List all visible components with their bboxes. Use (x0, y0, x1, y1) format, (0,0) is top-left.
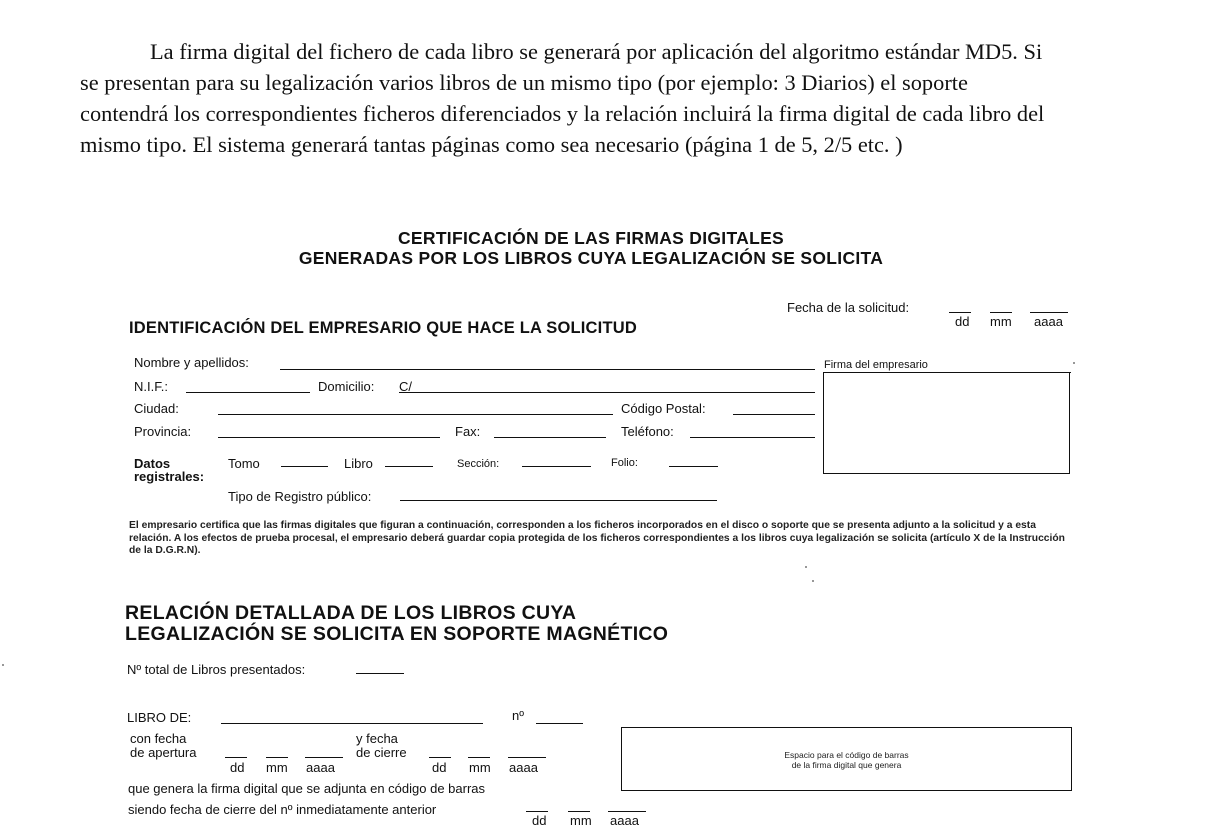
previous-close-aaaa-unit: aaaa (610, 813, 639, 828)
address-value: C/ (399, 379, 412, 394)
opening-label-line1: con fecha (130, 731, 187, 746)
detail-heading-line1: RELACIÓN DETALLADA DE LOS LIBROS CUYA (125, 602, 577, 624)
closing-label-line2: de cierre (356, 745, 407, 760)
city-label: Ciudad: (134, 401, 179, 416)
request-date-dd-unit: dd (955, 314, 970, 329)
phone-label: Teléfono: (621, 424, 674, 439)
detail-heading-line2: LEGALIZACIÓN SE SOLICITA EN SOPORTE MAGNÉTICO (125, 623, 669, 645)
request-date-dd-field[interactable] (949, 312, 971, 313)
nif-label: N.I.F.: (134, 379, 168, 394)
request-date-aaaa-field[interactable] (1030, 312, 1068, 313)
libro-field[interactable] (385, 466, 433, 467)
closing-label-line1: y fecha (356, 731, 398, 746)
closing-date-mm-field[interactable] (468, 757, 490, 758)
name-field[interactable] (280, 369, 815, 370)
form-title-line1: CERTIFICACIÓN DE LAS FIRMAS DIGITALES (397, 228, 785, 248)
intro-paragraph: La firma digital del fichero de cada libro se generará por aplicación del algoritmo estándar MD5. Si se presentan para su legalización varios libros de un mismo tipo (por ejemplo: 3 Diarios) el soporte contendrá los correspondientes ficheros diferenciados y la relación incluirá la firma digital de cada libro del mismo tipo. El sistema generará tantas páginas como sea necesario (página 1 de 5, 2/5 etc. ) (80, 39, 1045, 157)
phone-field[interactable] (690, 437, 815, 438)
barcode-box[interactable] (621, 727, 1072, 791)
signature-label: Firma del empresario (824, 359, 928, 371)
signature-box[interactable] (823, 372, 1070, 474)
closing-date-dd-field[interactable] (429, 757, 451, 758)
province-field[interactable] (218, 437, 440, 438)
registry-type-field[interactable] (400, 500, 717, 501)
previous-close-text: siendo fecha de cierre del nº inmediatamente anterior (128, 802, 437, 817)
registry-label-line1: Datos (134, 456, 171, 471)
folio-label: Folio: (611, 457, 638, 469)
previous-close-mm-field[interactable] (568, 811, 590, 812)
form-title-line2: GENERADAS POR LOS LIBROS CUYA LEGALIZACIÓN SE SOLICITA (298, 248, 884, 268)
address-label: Domicilio: (318, 379, 375, 394)
libro-label: Libro (344, 456, 373, 471)
closing-date-aaaa-unit: aaaa (509, 760, 538, 775)
opening-date-dd-unit: dd (230, 760, 245, 775)
registry-label-line2: registrales: (134, 469, 205, 484)
closing-date-mm-unit: mm (469, 760, 491, 775)
tomo-field[interactable] (281, 466, 328, 467)
scan-speck (805, 566, 807, 568)
scan-speck (812, 580, 814, 582)
certification-text: El empresario certifica que las firmas digitales que figuran a continuación, corresponden a los ficheros incorporados en el disco o soporte que se presenta adjunto a la solicitud y a esta relación. A los efectos de prueba procesal, el empresario deberá guardar copia protegida de los ficheros correspondientes a los libros cuya legalización se solicita (artículo X de la Instrucción de la D.G.R.N). (129, 520, 1065, 556)
postal-code-label: Código Postal: (621, 401, 706, 416)
opening-date-mm-unit: mm (266, 760, 288, 775)
barcode-box-label-line2: de la firma digital que genera (791, 760, 902, 770)
identification-heading: IDENTIFICACIÓN DEL EMPRESARIO QUE HACE LA SOLICITUD (129, 319, 637, 337)
postal-code-field[interactable] (733, 414, 815, 415)
book-of-label: LIBRO DE: (127, 710, 192, 725)
opening-date-dd-field[interactable] (225, 757, 247, 758)
closing-date-aaaa-field[interactable] (508, 757, 546, 758)
total-books-label: Nº total de Libros presentados: (127, 662, 306, 677)
signature-generated-text: que genera la firma digital que se adjunta en código de barras (128, 781, 486, 796)
name-label: Nombre y apellidos: (134, 355, 249, 370)
fax-field[interactable] (494, 437, 606, 438)
previous-close-mm-unit: mm (570, 813, 592, 828)
fax-label: Fax: (455, 424, 481, 439)
book-of-field[interactable] (221, 723, 483, 724)
opening-date-aaaa-field[interactable] (305, 757, 343, 758)
registry-type-label: Tipo de Registro público: (228, 489, 372, 504)
total-books-field[interactable] (356, 673, 404, 674)
opening-label-line2: de apertura (130, 745, 197, 760)
seccion-field[interactable] (522, 466, 591, 467)
scan-speck (1073, 362, 1075, 364)
request-date-aaaa-unit: aaaa (1034, 314, 1063, 329)
book-number-field[interactable] (536, 723, 583, 724)
book-number-label: nº (512, 708, 524, 723)
request-date-mm-field[interactable] (990, 312, 1012, 313)
tomo-label: Tomo (228, 456, 260, 471)
closing-date-dd-unit: dd (432, 760, 447, 775)
opening-date-mm-field[interactable] (266, 757, 288, 758)
barcode-box-label-line1: Espacio para el código de barras (784, 750, 909, 760)
nif-field[interactable] (186, 392, 310, 393)
address-field[interactable] (399, 392, 815, 393)
request-date-mm-unit: mm (990, 314, 1012, 329)
previous-close-dd-field[interactable] (526, 811, 548, 812)
city-field[interactable] (218, 414, 613, 415)
request-date-label: Fecha de la solicitud: (787, 300, 910, 315)
previous-close-aaaa-field[interactable] (608, 811, 646, 812)
province-label: Provincia: (134, 424, 192, 439)
folio-field[interactable] (669, 466, 718, 467)
scan-speck (2, 664, 4, 666)
previous-close-dd-unit: dd (532, 813, 547, 828)
opening-date-aaaa-unit: aaaa (306, 760, 335, 775)
seccion-label: Sección: (457, 458, 500, 470)
